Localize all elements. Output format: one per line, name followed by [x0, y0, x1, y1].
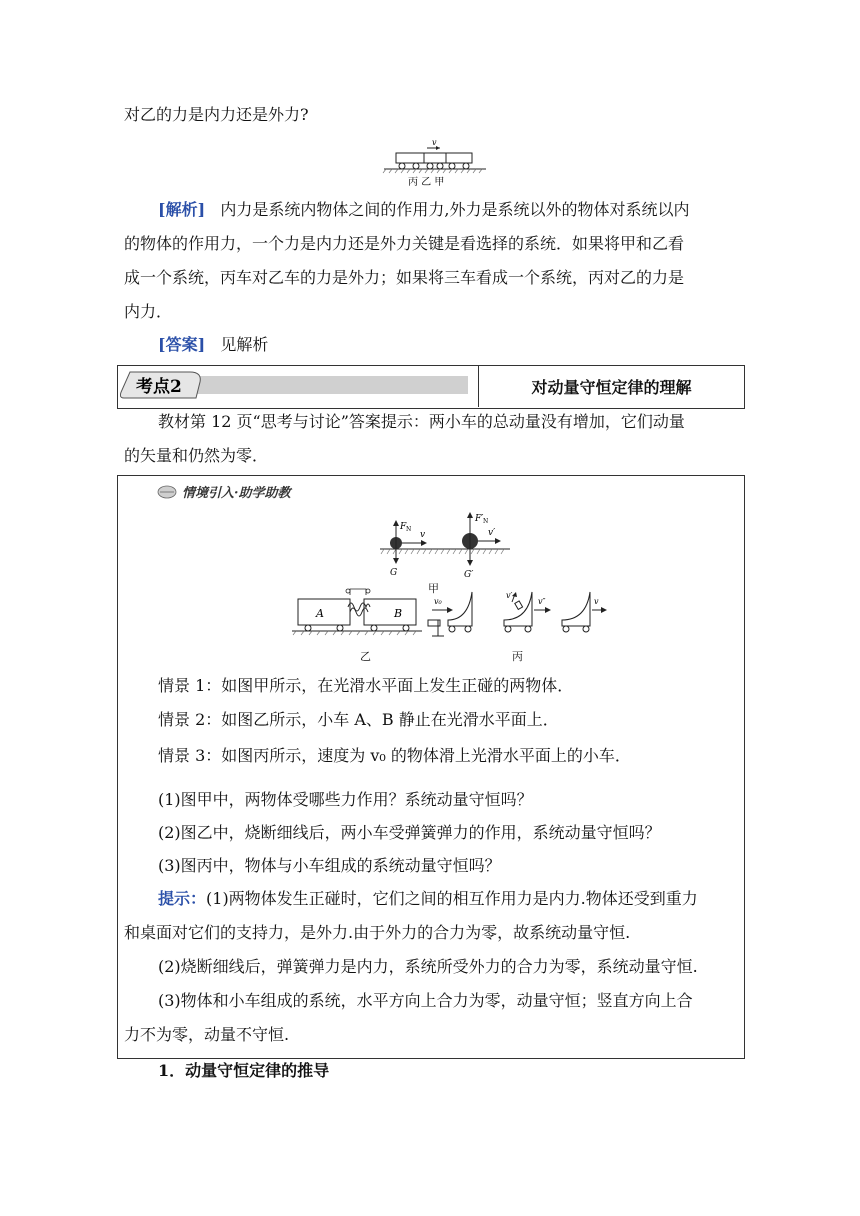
kaodian-badge-text: 考点2: [136, 377, 182, 397]
svg-text:N: N: [483, 518, 489, 525]
hint-tag: 提示：: [158, 889, 207, 908]
answer-text: 见解析: [220, 335, 269, 354]
question-3: (3)图丙中，物体与小车组成的系统动量守恒吗？: [158, 856, 501, 875]
figure-yi-carts: [290, 585, 425, 645]
analysis-tag: [解析]: [158, 200, 206, 219]
figure-bing-carts: [424, 590, 614, 650]
question-2: (2)图乙中，烧断细线后，两小车受弹簧弹力的作用，系统动量守恒吗？: [158, 823, 661, 842]
hint-line-2: 和桌面对它们的支持力，是外力.由于外力的合力为零，故系统动量守恒.: [124, 923, 631, 942]
three-carts-figure: [380, 138, 490, 190]
analysis-line-3: 成一个系统，丙车对乙车的力是外力；如果将三车看成一个系统，丙对乙的力是: [124, 268, 685, 287]
section-heading: 1．动量守恒定律的推导: [158, 1061, 330, 1080]
analysis-line-2: 的物体的作用力，一个力是内力还是外力关键是看选择的系统．如果将甲和乙看: [124, 234, 685, 253]
svg-text:F′: F′: [475, 514, 484, 524]
hint-line-3: (2)烧断细线后，弹簧弹力是内力，系统所受外力的合力为零，系统动量守恒.: [158, 957, 698, 976]
svg-text:v₀: v₀: [434, 597, 442, 606]
figure-jia-balls: [380, 505, 520, 583]
svg-text:v: v: [594, 597, 599, 606]
analysis-line-1: [解析] 内力是系统内物体之间的作用力,外力是系统以外的物体对系统以内: [158, 200, 690, 219]
analysis-line-4: 内力．: [124, 302, 173, 321]
svg-text:B: B: [394, 607, 403, 620]
svg-text:A: A: [316, 607, 324, 620]
cart-labels: 丙 乙 甲: [408, 177, 445, 188]
svg-text:F: F: [400, 522, 407, 532]
svg-text:v′: v′: [506, 591, 513, 600]
hint-line-1: 提示：(1)两物体发生正碰时，它们之间的相互作用力是内力.物体还受到重力: [158, 889, 698, 908]
kaodian-title: 对动量守恒定律的理解: [478, 365, 744, 407]
svg-text:v′: v′: [488, 528, 496, 538]
hint-line-5: 力不为零，动量不守恒.: [124, 1025, 290, 1044]
svg-text:v: v: [420, 530, 426, 540]
svg-text:N: N: [406, 526, 412, 533]
textbook-line-1: 教材第 12 页“思考与讨论”答案提示：两小车的总动量没有增加，它们动量: [158, 412, 685, 431]
figure-yi-label: 乙: [360, 650, 371, 663]
kaodian-badge: [120, 368, 472, 404]
scene-3: 情景 3：如图丙所示，速度为 v₀ 的物体滑上光滑水平面上的小车．: [158, 746, 631, 765]
figure-jia-label: 甲: [428, 582, 439, 595]
hand-pointer-icon: [158, 486, 176, 498]
svg-text:G′: G′: [464, 570, 474, 580]
textbook-line-2: 的矢量和仍然为零．: [124, 446, 269, 465]
hint-line-4: (3)物体和小车组成的系统，水平方向上合力为零，动量守恒；竖直方向上合: [158, 991, 693, 1010]
scenario-box-header: [156, 482, 346, 502]
scene-1: 情景 1：如图甲所示，在光滑水平面上发生正碰的两物体．: [158, 676, 574, 695]
figure-bing-label: 丙: [512, 650, 523, 663]
scene-2: 情景 2：如图乙所示，小车 A、B 静止在光滑水平面上．: [158, 710, 559, 729]
svg-text:G: G: [390, 568, 398, 578]
svg-text:v″: v″: [538, 597, 546, 606]
scenario-box-title: 情境引入·助学助教: [182, 486, 291, 501]
question-1: (1)图甲中，两物体受哪些力作用？系统动量守恒吗？: [158, 790, 533, 809]
question-text: 对乙的力是内力还是外力?: [124, 105, 309, 124]
answer-line: [158, 335, 778, 355]
answer-tag: [答案]: [158, 335, 206, 354]
velocity-label: v: [432, 138, 437, 147]
